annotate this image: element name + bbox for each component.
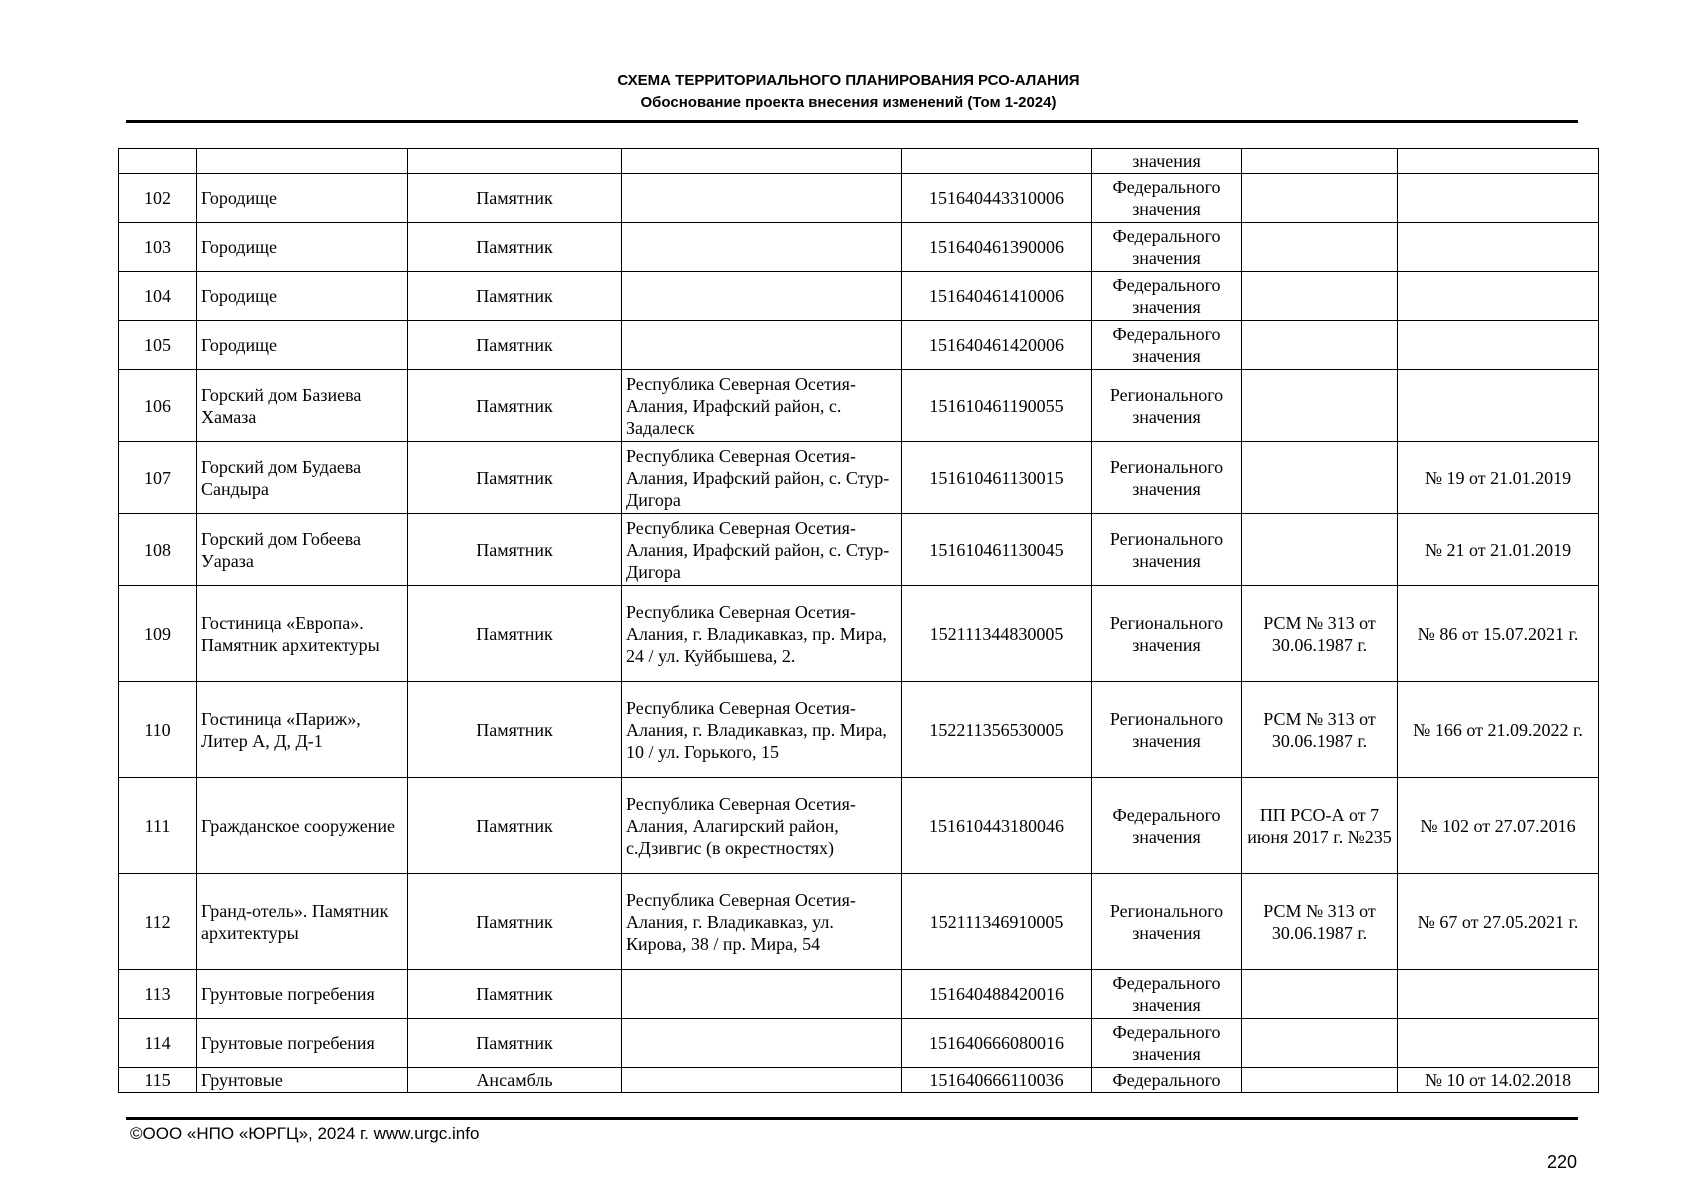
cell-category: значения (1092, 149, 1242, 174)
cell-order (1398, 370, 1599, 442)
cell-order (1398, 223, 1599, 272)
cell-name: Городище (197, 321, 408, 370)
cell-address (622, 223, 902, 272)
cell-code: 151610461190055 (902, 370, 1092, 442)
cell-type: Памятник (408, 778, 622, 874)
cell-type: Ансамбль (408, 1068, 622, 1093)
cell-type: Памятник (408, 970, 622, 1019)
cell-type: Памятник (408, 442, 622, 514)
cell-order (1398, 970, 1599, 1019)
cell-type: Памятник (408, 682, 622, 778)
cell-category: Федерального значения (1092, 1019, 1242, 1068)
cell-num: 104 (119, 272, 197, 321)
page-header (0, 70, 1697, 114)
cell-name: Гранд-отель». Памятник архитектуры (197, 874, 408, 970)
cell-document: ПП РСО-А от 7 июня 2017 г. №235 (1242, 778, 1398, 874)
cell-category: Федерального значения (1092, 778, 1242, 874)
cell-code: 151610443180046 (902, 778, 1092, 874)
cell-type: Памятник (408, 586, 622, 682)
cell-document: РСМ № 313 от 30.06.1987 г. (1242, 586, 1398, 682)
cell-type: Памятник (408, 321, 622, 370)
cell-document (1242, 514, 1398, 586)
cell-code: 152111344830005 (902, 586, 1092, 682)
cell-address (622, 174, 902, 223)
cell-address: Республика Северная Осетия-Алания, г. Владикавказ, пр. Мира, 10 / ул. Горького, 15 (622, 682, 902, 778)
cell-address (622, 321, 902, 370)
cell-num: 114 (119, 1019, 197, 1068)
cell-order (1398, 321, 1599, 370)
cell-category: Федерального значения (1092, 223, 1242, 272)
cell-type: Памятник (408, 514, 622, 586)
cell-category: Федерального значения (1092, 174, 1242, 223)
table-row (119, 778, 1599, 874)
cell-order (1398, 1019, 1599, 1068)
cell-document (1242, 223, 1398, 272)
document-subtitle: Обоснование проекта внесения изменений (Том 1-2024) (640, 94, 1057, 111)
table-row (119, 970, 1599, 1019)
cell-address: Республика Северная Осетия-Алания, Ирафский район, с. Задалеск (622, 370, 902, 442)
table-row-continuation (119, 149, 1599, 174)
cell-code: 151640666080016 (902, 1019, 1092, 1068)
cell-num: 108 (119, 514, 197, 586)
cell-category: Федерального значения (1092, 272, 1242, 321)
cell-name: Горский дом Базиева Хамаза (197, 370, 408, 442)
cell-code: 152211356530005 (902, 682, 1092, 778)
cell-num: 109 (119, 586, 197, 682)
cell-address (622, 272, 902, 321)
cell-num: 110 (119, 682, 197, 778)
cell-name: Гражданское сооружение (197, 778, 408, 874)
cell-type: Памятник (408, 272, 622, 321)
cell-category: Федерального значения (1092, 321, 1242, 370)
cell-name: Городище (197, 174, 408, 223)
cell-document (1242, 149, 1398, 174)
table-row (119, 874, 1599, 970)
document-title: СХЕМА ТЕРРИТОРИАЛЬНОГО ПЛАНИРОВАНИЯ РСО-АЛАНИЯ (617, 72, 1080, 89)
cell-num: 111 (119, 778, 197, 874)
cell-name: Горский дом Будаева Сандыра (197, 442, 408, 514)
cell-order (1398, 272, 1599, 321)
cell-address (622, 970, 902, 1019)
cell-type: Памятник (408, 1019, 622, 1068)
table-row (119, 682, 1599, 778)
cell-document (1242, 1019, 1398, 1068)
cell-name: Городище (197, 272, 408, 321)
table-row (119, 370, 1599, 442)
cell-category: Регионального значения (1092, 874, 1242, 970)
cell-category: Регионального значения (1092, 442, 1242, 514)
table-row (119, 514, 1599, 586)
cell-type: Памятник (408, 874, 622, 970)
cell-name: Гостиница «Париж», Литер А, Д, Д-1 (197, 682, 408, 778)
cell-type: Памятник (408, 174, 622, 223)
table-row (119, 586, 1599, 682)
cell-num: 112 (119, 874, 197, 970)
cell-code: 151610461130045 (902, 514, 1092, 586)
table-row (119, 1068, 1599, 1093)
cell-address: Республика Северная Осетия-Алания, Алагирский район, с.Дзивгис (в окрестностях) (622, 778, 902, 874)
heritage-registry-table (118, 148, 1599, 1093)
cell-code (902, 149, 1092, 174)
cell-name: Горский дом Гобеева Уараза (197, 514, 408, 586)
cell-num: 113 (119, 970, 197, 1019)
cell-address: Республика Северная Осетия-Алания, г. Владикавказ, пр. Мира, 24 / ул. Куйбышева, 2. (622, 586, 902, 682)
cell-num: 102 (119, 174, 197, 223)
cell-name: Гостиница «Европа». Памятник архитектуры (197, 586, 408, 682)
cell-code: 151640488420016 (902, 970, 1092, 1019)
cell-type: Памятник (408, 370, 622, 442)
cell-category: Федерального (1092, 1068, 1242, 1093)
cell-num: 115 (119, 1068, 197, 1093)
footer-divider (126, 1117, 1578, 1120)
cell-document: РСМ № 313 от 30.06.1987 г. (1242, 874, 1398, 970)
cell-order: № 10 от 14.02.2018 (1398, 1068, 1599, 1093)
cell-name: Грунтовые погребения (197, 1019, 408, 1068)
cell-num (119, 149, 197, 174)
cell-category: Регионального значения (1092, 514, 1242, 586)
cell-order: № 86 от 15.07.2021 г. (1398, 586, 1599, 682)
cell-name: Городище (197, 223, 408, 272)
table-row (119, 272, 1599, 321)
cell-num: 105 (119, 321, 197, 370)
cell-document (1242, 370, 1398, 442)
cell-address: Республика Северная Осетия-Алания, Ирафский район, с. Стур-Дигора (622, 442, 902, 514)
cell-address (622, 1068, 902, 1093)
cell-address (622, 1019, 902, 1068)
page-number: 220 (1546, 1152, 1577, 1172)
footer-copyright: ©ООО «НПО «ЮРГЦ», 2024 г. www.urgc.info (130, 1124, 480, 1143)
cell-document (1242, 1068, 1398, 1093)
table-body (119, 149, 1599, 1093)
cell-code: 152111346910005 (902, 874, 1092, 970)
cell-code: 151610461130015 (902, 442, 1092, 514)
cell-order: № 102 от 27.07.2016 (1398, 778, 1599, 874)
cell-code: 151640461420006 (902, 321, 1092, 370)
cell-document (1242, 272, 1398, 321)
cell-order (1398, 174, 1599, 223)
cell-order: № 67 от 27.05.2021 г. (1398, 874, 1599, 970)
cell-category: Регионального значения (1092, 370, 1242, 442)
cell-code: 151640461410006 (902, 272, 1092, 321)
cell-name: Грунтовые погребения (197, 970, 408, 1019)
cell-type (408, 149, 622, 174)
table-row (119, 442, 1599, 514)
cell-name (197, 149, 408, 174)
cell-code: 151640666110036 (902, 1068, 1092, 1093)
cell-category: Регионального значения (1092, 586, 1242, 682)
cell-document (1242, 174, 1398, 223)
table-row (119, 174, 1599, 223)
cell-document (1242, 442, 1398, 514)
cell-code: 151640461390006 (902, 223, 1092, 272)
cell-num: 107 (119, 442, 197, 514)
cell-num: 106 (119, 370, 197, 442)
cell-document: РСМ № 313 от 30.06.1987 г. (1242, 682, 1398, 778)
cell-num: 103 (119, 223, 197, 272)
cell-name: Грунтовые (197, 1068, 408, 1093)
cell-address (622, 149, 902, 174)
cell-order: № 166 от 21.09.2022 г. (1398, 682, 1599, 778)
cell-order (1398, 149, 1599, 174)
cell-type: Памятник (408, 223, 622, 272)
cell-document (1242, 321, 1398, 370)
cell-order: № 19 от 21.01.2019 (1398, 442, 1599, 514)
cell-address: Республика Северная Осетия-Алания, г. Владикавказ, ул. Кирова, 38 / пр. Мира, 54 (622, 874, 902, 970)
table-row (119, 321, 1599, 370)
header-divider (126, 120, 1578, 123)
cell-order: № 21 от 21.01.2019 (1398, 514, 1599, 586)
table-row (119, 223, 1599, 272)
table-row (119, 1019, 1599, 1068)
cell-code: 151640443310006 (902, 174, 1092, 223)
cell-category: Регионального значения (1092, 682, 1242, 778)
cell-address: Республика Северная Осетия-Алания, Ирафский район, с. Стур-Дигора (622, 514, 902, 586)
cell-document (1242, 970, 1398, 1019)
cell-category: Федерального значения (1092, 970, 1242, 1019)
